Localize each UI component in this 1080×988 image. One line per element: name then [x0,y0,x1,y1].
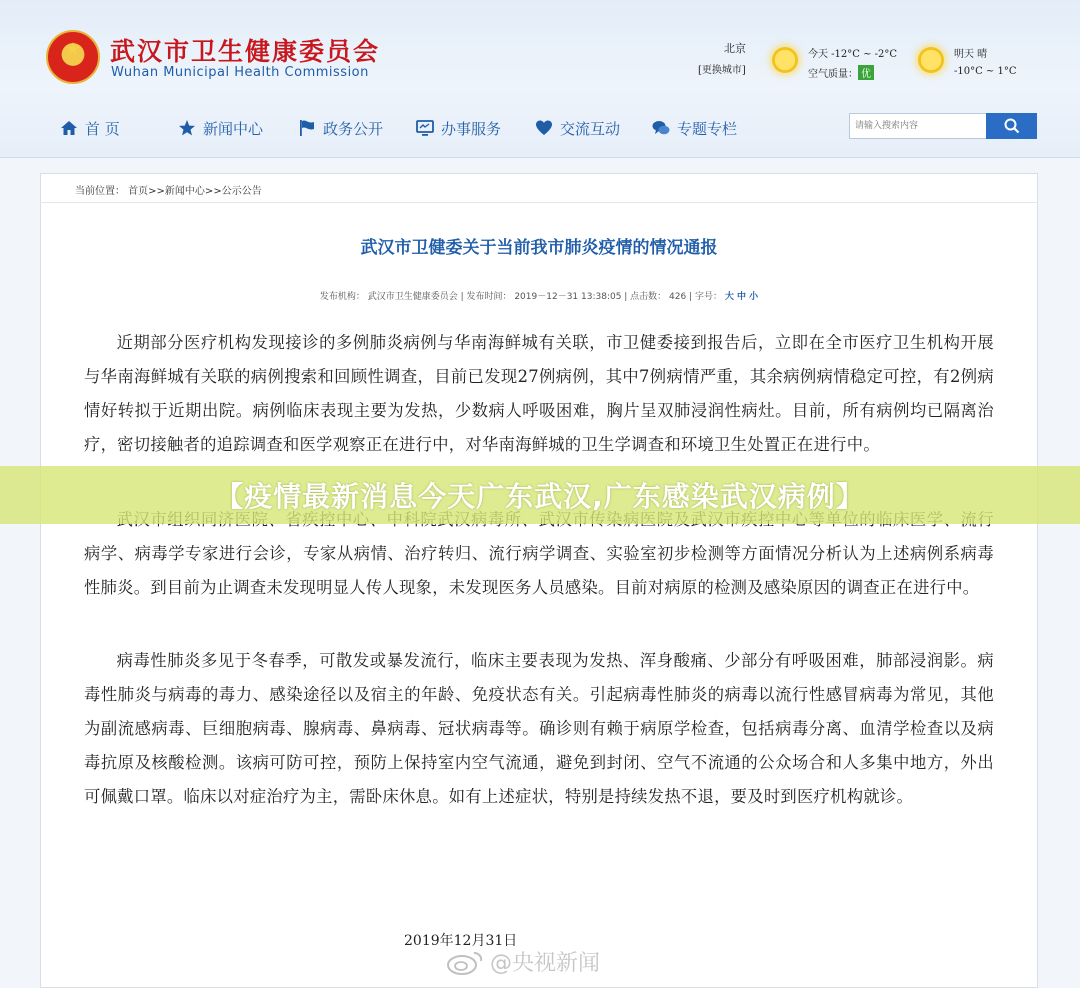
air-quality-label: 空气质量： [808,69,858,80]
watermark [446,946,600,977]
nav-news[interactable] [178,117,263,139]
headline-banner-text: 【疫情最新消息今天广东武汉,广东感染武汉病例】 [215,480,865,513]
search-button[interactable] [986,113,1037,139]
monitor-icon [416,119,434,137]
weather-tomorrow: 明天 晴 [954,49,988,60]
divider [40,202,1038,203]
search-icon [1004,118,1020,134]
font-size-switch[interactable]: 大 中 小 [724,292,759,302]
weather-today: 今天 -12°C ~ -2°C [808,49,898,60]
article-date: 2019年12月31日 [404,933,518,949]
site-title[interactable]: 武汉市卫生健康委员会 [110,37,381,66]
air-quality [808,65,874,80]
nav-label: 新闻中心 [203,119,264,138]
nav-interaction[interactable] [535,117,620,139]
sun-icon [918,47,944,73]
breadcrumb[interactable]: 当前位置： 首页>>新闻中心>>公示公告 [75,186,262,197]
sun-icon [772,47,798,73]
site-header [0,0,1080,158]
nav-label: 首 页 [85,119,120,138]
flag-icon [298,119,316,137]
weibo-logo-icon [446,948,486,976]
weather-city: 北京 [724,42,746,55]
star-icon [178,119,196,137]
home-icon [60,119,78,137]
site-subtitle: Wuhan Municipal Health Commission [111,65,369,80]
article-paragraph: 近期部分医疗机构发现接诊的多例肺炎病例与华南海鲜城有关联，市卫健委接到报告后，立即在全市医疗卫生机构开展与华南海鲜城有关联的病例搜索和回顾性调查，目前已发现27例病例，其中7例病情严重，其余病例病情稳定可控，有2例病情好转拟于近期出院。病例临床表现主要为发热，少数病人呼吸困难，胸片呈双肺浸润性病灶。目前，所有病例均已隔离治疗，密切接触者的追踪调查和医学观察正在进行中，对华南海鲜城的卫生学调查和环境卫生处置正在进行中。 [84,333,994,454]
watermark-text: @央视新闻 [490,951,601,976]
heart-icon [535,119,553,137]
weather-tomorrow-temp: -10°C ~ 1°C [954,66,1017,77]
air-quality-badge: 优 [858,65,874,80]
article-meta-info: 发布机构： 武汉市卫生健康委员会 | 发布时间： 2019－12－31 13:38:05 | 点击数： 426 | 字号： [319,292,722,302]
search-input[interactable] [849,113,987,139]
headline-banner [0,466,1080,524]
nav-topics[interactable] [652,117,737,139]
nav-home[interactable] [60,117,120,139]
nav-label: 交流互动 [560,119,621,138]
article-paragraph: 病毒性肺炎多见于冬春季，可散发或暴发流行，临床主要表现为发热、浑身酸痛、少部分有呼吸困难，肺部浸润影。病毒性肺炎与病毒的毒力、感染途径以及宿主的年龄、免疫状态有关。引起病毒性肺炎的病毒以流行性感冒病毒为常见，其他为副流感病毒、巨细胞病毒、腺病毒、鼻病毒、冠状病毒等。确诊则有赖于病原学检查，包括病毒分离、血清学检查以及病毒抗原及核酸检测。该病可防可控，预防上保持室内空气流通，避免到封闭、空气不流通的公众场合和人多集中地方，外出可佩戴口罩。临床以对症治疗为主，需卧床休息。如有上述症状，特别是持续发热不退，要及时到医疗机构就诊。 [84,651,994,806]
article-meta [40,289,1038,302]
nav-label: 专题专栏 [677,119,738,138]
national-emblem-icon [46,30,100,84]
nav-gov-info[interactable] [298,117,383,139]
change-city-link[interactable]: [更换城市] [698,65,746,76]
nav-services[interactable] [416,117,501,139]
nav-label: 政务公开 [323,119,384,138]
article-title: 武汉市卫健委关于当前我市肺炎疫情的情况通报 [360,238,718,258]
nav-label: 办事服务 [441,119,502,138]
article-paragraph: 病学、病毒学专家进行会诊，专家从病情、治疗转归、流行病学调查、实验室初步检测等方面情况分析认为上述病例系病毒性肺炎。到目前为止调查未发现明显人传人现象，未发现医务人员感染。目前对病原的检测及感染原因的调查正在进行中。 [84,544,994,597]
chat-icon [652,119,670,137]
